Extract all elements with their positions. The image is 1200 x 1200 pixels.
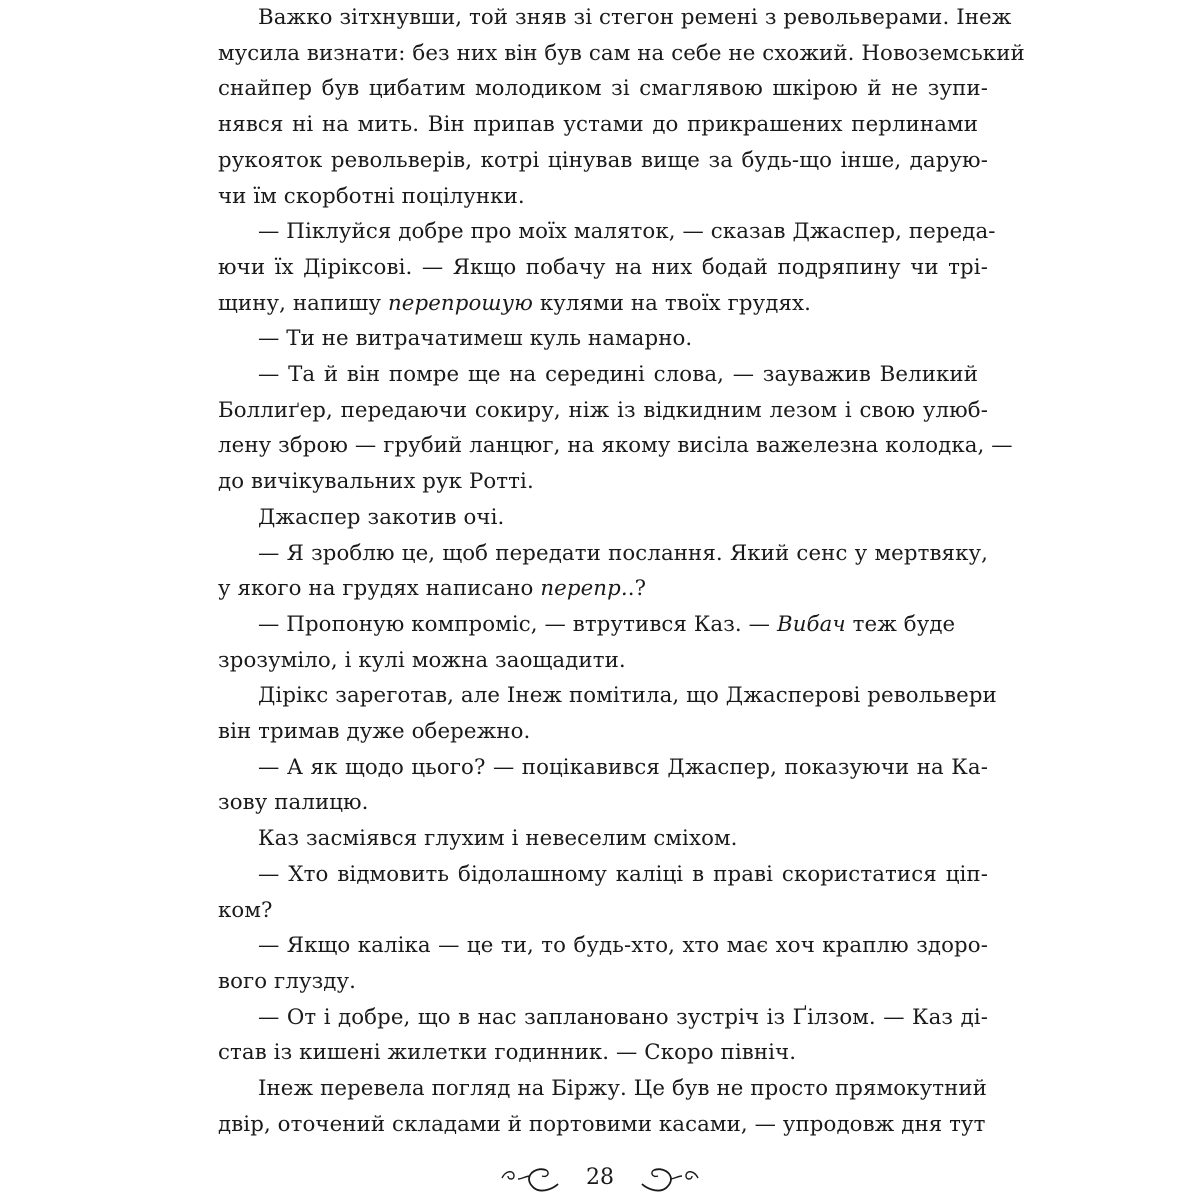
text-line [218,286,811,322]
text-line: чи їм скорботні поцілунки. [218,183,525,209]
page-number: 28 [586,1165,614,1190]
text-line: вого глузду. [218,968,357,994]
text-line: ючи їх Діріксові. — Якщо побачу на них бодай подряпину чи трі- [218,254,988,280]
text-line: лену зброю — грубий ланцюг, на якому висіла важелезна колодка, — [218,433,1013,459]
text-run: щину, напишу [218,290,388,316]
text-run: теж буде [845,611,956,637]
text-line: Боллиґер, передаючи сокиру, ніж із відкидним лезом і свою улюб- [218,397,988,423]
text-line: ком? [218,897,273,923]
text-line: до вичікувальних рук Ротті. [218,469,534,495]
text-line: Важко зітхнувши, той зняв зі стегон ремені з револьверами. Інеж [258,5,1012,30]
text-line: Каз засміявся глухим і невеселим сміхом. [258,826,738,852]
text-line: Інеж перевела погляд на Біржу. Це був не просто прямокутний [258,1076,987,1101]
text-run: кулями на твоїх грудях. [532,290,811,316]
text-run: у якого на грудях написано [218,576,541,602]
text-line [218,571,646,607]
text-line: мусила визнати: без них він був сам на себе не схожий. Новоземський [218,40,1025,66]
text-line: Джаспер закотив очі. [258,504,505,530]
text-line: зову палицю. [218,790,369,816]
text-line: — Я зроблю це, щоб передати послання. Який сенс у мертвяку, [258,540,988,566]
text-line: — Та й він помре ще на середині слова, — зауважив Великий [258,362,978,387]
text-line: — От і добре, що в нас заплановано зустріч із Ґілзом. — Каз ді- [258,1004,988,1030]
book-page [218,0,1025,1200]
text-run: .? [627,576,647,602]
text-line: рукояток револьверів, котрі цінував вище за будь-що інше, дарую- [218,147,988,173]
text-line: снайпер був цибатим молодиком зі смаглявою шкірою й не зупи- [218,76,988,102]
text-line: — Ти не витрачатимеш куль намарно. [258,326,693,352]
text-line: — Якщо каліка — це ти, то будь-хто, хто має хоч краплю здоро- [258,933,988,959]
text-line: — А як щодо цього? — поцікавився Джаспер, показуючи на Ка- [258,754,988,780]
text-line: він тримав дуже обережно. [218,719,531,744]
text-line: нявся ні на мить. Він припав устами до прикрашених перлинами [218,112,978,138]
flourish-ornament-left-icon [498,1164,560,1194]
text-line: зрозуміло, і кулі можна заощадити. [218,647,626,673]
text-line: двір, оточений складами й портовими касами, — упродовж дня тут [218,1111,986,1137]
text-line: Дірікс зареготав, але Інеж помітила, що Джасперові револьвери [258,683,997,709]
text-line [258,607,955,643]
text-line: — Хто відмовить бідолашному каліці в праві скористатися ціп- [258,861,988,887]
flourish-ornament-right-icon [640,1164,702,1194]
page-footer [0,1160,1200,1200]
text-line: — Піклуйся добре про моїх маляток, — сказав Джаспер, переда- [258,219,996,245]
text-line: став із кишені жилетки годинник. — Скоро північ. [218,1040,797,1066]
text-run: — Пропоную компроміс, — втрутився Каз. — [258,611,777,637]
italic-word: перепр. [540,576,628,602]
italic-word: Вибач [776,611,846,637]
italic-word: перепрошую [387,290,533,316]
